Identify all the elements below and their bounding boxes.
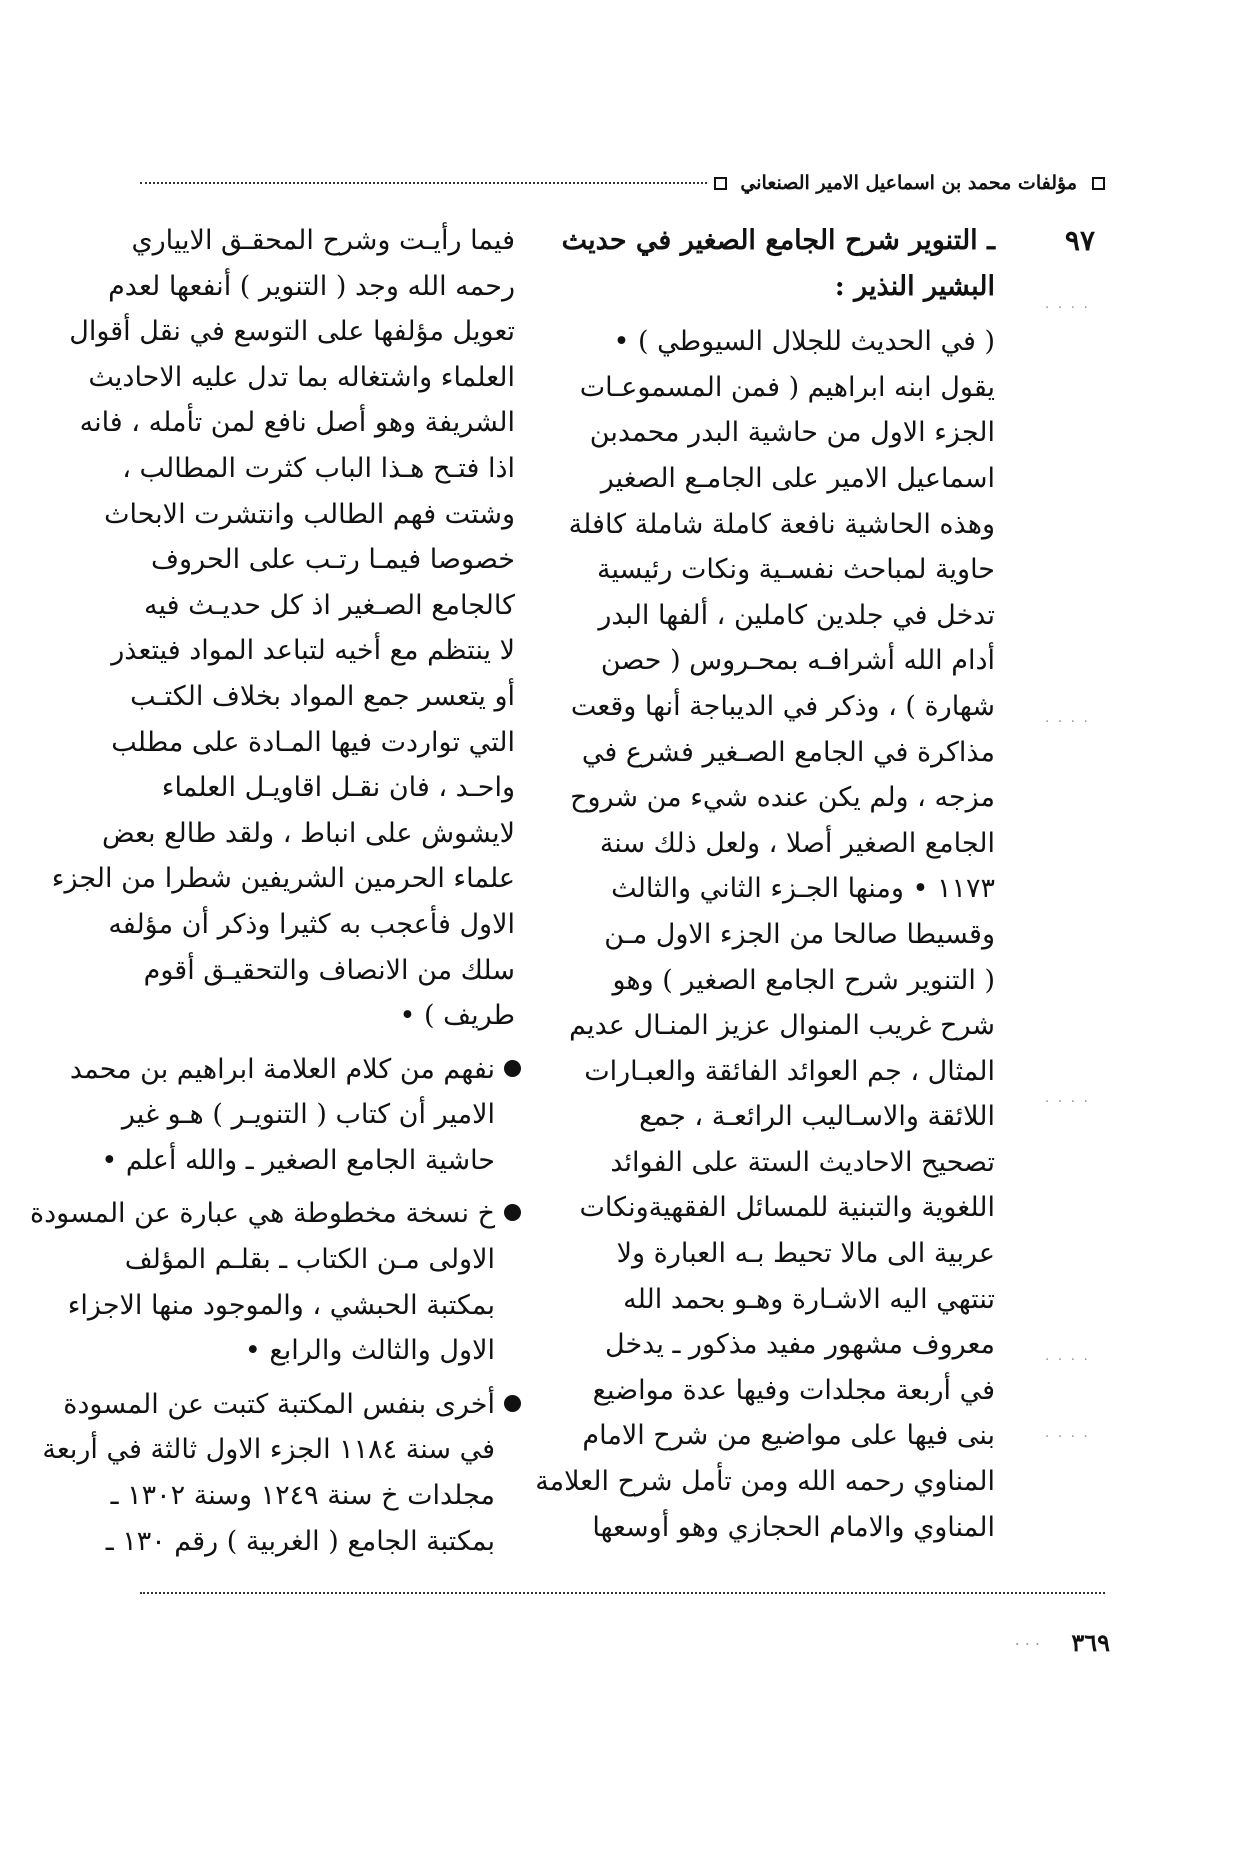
note-item (69, 1047, 515, 1184)
left-column-body (51, 218, 515, 1039)
entry-body (535, 319, 995, 1550)
body-line: في أربعة مجلدات وفيها عدة مواضيع (592, 1374, 995, 1406)
entry-number: ٩٧ (1064, 224, 1095, 257)
page-number: ٣٦٩ (1071, 1628, 1110, 1657)
body-line: ١١٧٣ • ومنها الجـزء الثاني والثالث (611, 873, 995, 905)
header-dotted-rule (140, 182, 707, 184)
note-item (30, 1191, 515, 1373)
note-line: الامير أن كتاب ( التنويـر ) هـو غير (121, 1099, 495, 1131)
body-line: العلماء واشتغاله بما تدل عليه الاحاديث (88, 361, 515, 393)
notes-list (30, 1047, 515, 1565)
entry-title-line: البشير النذير : (834, 270, 995, 302)
bullet-icon (504, 1395, 521, 1412)
note-item (42, 1382, 515, 1564)
body-line: لايشوش على انباط ، ولقد طالع بعض (101, 817, 515, 849)
body-line: يقول ابنه ابراهيم ( فمن المسموعـات (579, 371, 995, 403)
bullet-icon (504, 1060, 521, 1077)
note-line: خ نسخة مخطوطة هي عبارة عن المسودة (30, 1198, 495, 1230)
body-line: الجامع الصغير أصلا ، ولعل ذلك سنة (599, 827, 995, 859)
bullet-icon (504, 1204, 521, 1221)
body-line: تعويل مؤلفها على التوسع في نقل أقوال (69, 316, 515, 348)
margin-mark: . . . . (1044, 1090, 1090, 1106)
body-line: التي تواردت فيها المـادة على مطلب (111, 726, 515, 758)
body-line: ( في الحديث للجلال السيوطي ) • (613, 326, 995, 358)
body-line: أو يتعسر جمع المواد بخلاف الكتـب (130, 680, 515, 712)
footer-faint-mark: . . . (1014, 1630, 1040, 1649)
body-line: المناوي رحمه الله ومن تأمل شرح العلامة (535, 1466, 995, 1498)
body-line: وشتت فهم الطالب وانتشرت الابحاث (104, 498, 515, 530)
body-line: سلك من الانصاف والتحقيـق أقوم (143, 954, 515, 986)
note-line: في سنة ١١٨٤ الجزء الاول ثالثة في أربعة (42, 1434, 495, 1466)
note-line: أخرى بنفس المكتبة كتبت عن المسودة (63, 1388, 495, 1420)
body-line: معروف مشهور مفيد مذكور ـ يدخل (605, 1329, 995, 1361)
body-line: الاول فأعجب به كثيرا وذكر أن مؤلفه (108, 908, 515, 940)
header-title: مؤلفات محمد بن اسماعيل الامير الصنعاني (740, 172, 1077, 194)
body-line: تصحيح الاحاديث الستة على الفوائد (610, 1146, 995, 1178)
note-line: الاولى مـن الكتاب ـ بقلـم المؤلف (124, 1244, 495, 1276)
margin-mark: . . . . (1044, 1348, 1090, 1364)
body-line: شهارة ) ، وذكر في الديباجة أنها وقعت (570, 690, 995, 722)
entry-title (561, 218, 995, 309)
margin-mark: . . . . (1044, 710, 1090, 726)
body-line: اللغوية والتبنية للمسائل الفقهيةونكات (579, 1192, 995, 1224)
body-line: علماء الحرمين الشريفين شطرا من الجزء (51, 863, 515, 895)
body-line: وهذه الحاشية نافعة كاملة شاملة كافلة (568, 508, 995, 540)
body-line: بنى فيها على مواضيع من شرح الامام (582, 1420, 995, 1452)
body-line: خصوصا فيمـا رتـب على الحروف (151, 544, 515, 576)
body-line: ( التنوير شرح الجامع الصغير ) وهو (612, 964, 995, 996)
body-line: أدام الله أشرافـه بمحـروس ( حصن (600, 645, 995, 677)
body-line: حاوية لمباحث نفسـية ونكات رئيسية (597, 554, 995, 586)
body-line: اذا فتـح هـذا الباب كثرت المطالب ، (122, 452, 515, 484)
body-line: مزجه ، ولم يكن عنده شيء من شروح (570, 782, 995, 814)
body-line: المثال ، جم العوائد الفائقة والعبـارات (584, 1055, 995, 1087)
left-column (30, 218, 515, 1564)
body-line: لا ينتظم مع أخيه لتباعد المواد فيتعذر (111, 635, 515, 667)
note-line: مجلدات خ سنة ١٢٤٩ وسنة ١٣٠٢ ـ (110, 1480, 495, 1512)
note-line: الاول والثالث والرابع • (244, 1335, 495, 1367)
body-line: رحمه الله وجد ( التنوير ) أنفعها لعدم (108, 270, 515, 302)
body-line: تدخل في جلدين كاملين ، ألفها البدر (598, 599, 995, 631)
header-square-icon (714, 177, 727, 190)
right-column (535, 218, 1095, 1550)
note-line: بمكتبة الجامع ( الغربية ) رقم ١٣٠ ـ (105, 1525, 495, 1557)
header-square-icon (1092, 177, 1105, 190)
entry-title-line: ـ التنوير شرح الجامع الصغير في حديث (561, 225, 995, 256)
body-line: الجزء الاول من حاشية البدر محمدبن (589, 417, 995, 449)
body-line: عربية الى مالا تحيط بـه العبارة ولا (616, 1238, 995, 1270)
note-line: حاشية الجامع الصغير ـ والله أعلم • (101, 1144, 495, 1176)
footer-dotted-rule (140, 1592, 1105, 1594)
body-line: اسماعيل الامير على الجامـع الصغير (600, 462, 995, 494)
entry-heading (561, 218, 1095, 309)
note-line: بمكتبة الحبشي ، والموجود منها الاجزاء (67, 1289, 495, 1321)
body-line: تنتهي اليه الاشـارة وهـو بحمد الله (623, 1283, 995, 1315)
running-header (140, 168, 1105, 202)
body-line: الشريفة وهو أصل نافع لمن تأمله ، فانه (79, 407, 515, 439)
note-line: نفهم من كلام العلامة ابراهيم بن محمد (69, 1053, 495, 1085)
body-line: واحـد ، فان نقـل اقاويـل العلماء (161, 772, 515, 804)
body-line: مذاكرة في الجامع الصـغير فشرع في (581, 736, 995, 768)
body-line: كالجامع الصـغير اذ كل حديـث فيه (144, 589, 515, 621)
body-line: شرح غريب المنوال عزيز المنـال عديم (569, 1010, 995, 1042)
body-line: المناوي والامام الحجازي وهو أوسعها (592, 1511, 995, 1543)
body-line: طريف ) • (399, 1000, 515, 1032)
body-line: وقسيطا صالحا من الجزء الاول مـن (604, 918, 995, 950)
body-line: اللائقة والاسـاليب الرائعـة ، جمع (639, 1101, 995, 1133)
body-line: فيما رأيـت وشرح المحقـق الايياري (131, 225, 515, 256)
margin-mark: . . . . (1044, 296, 1090, 312)
margin-mark: . . . . (1044, 1425, 1090, 1441)
